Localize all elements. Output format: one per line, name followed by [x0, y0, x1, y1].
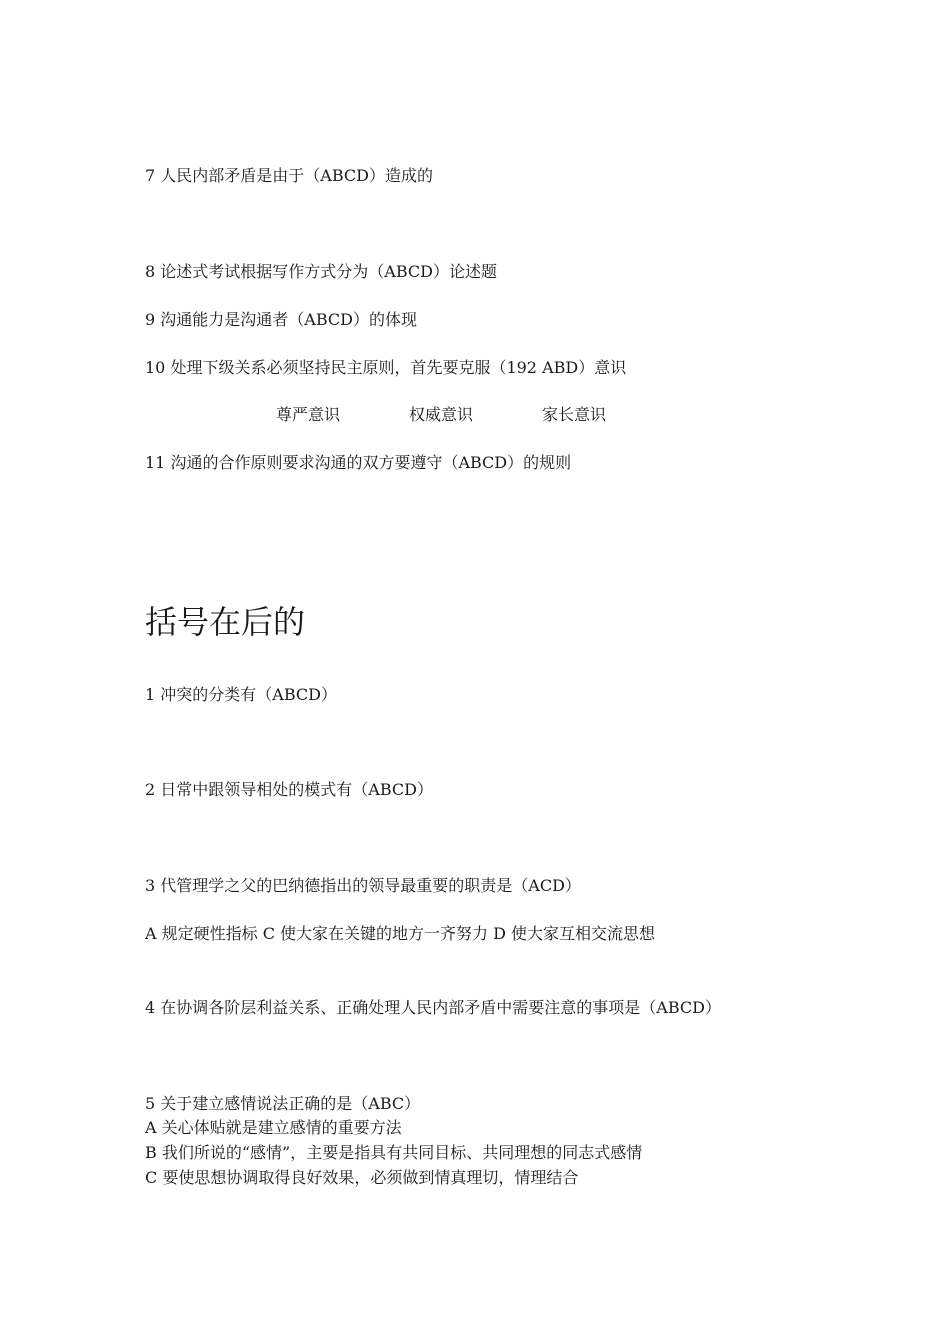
q10-option-1: 尊严意识	[276, 405, 341, 424]
question-11: 11 沟通的合作原则要求沟通的双方要遵守（ABCD）的规则	[145, 453, 572, 472]
question-b4: 4 在协调各阶层利益关系、正确处理人民内部矛盾中需要注意的事项是（ABCD）	[145, 998, 721, 1017]
question-b5: 5 关于建立感情说法正确的是（ABC）	[145, 1094, 421, 1113]
question-9: 9 沟通能力是沟通者（ABCD）的体现	[145, 310, 417, 329]
question-b5-option-a: A 关心体贴就是建立感情的重要方法	[145, 1118, 402, 1137]
question-8: 8 论述式考试根据写作方式分为（ABCD）论述题	[145, 262, 497, 281]
section-heading: 括号在后的	[145, 603, 306, 641]
q10-option-2: 权威意识	[409, 405, 474, 424]
question-b5-option-c: C 要使思想协调取得良好效果，必须做到情真理切，情理结合	[145, 1168, 579, 1187]
question-b1: 1 冲突的分类有（ABCD）	[145, 685, 337, 704]
question-10: 10 处理下级关系必须坚持民主原则，首先要克服（192 ABD）意识	[145, 358, 627, 377]
question-b3: 3 代管理学之父的巴纳德指出的领导最重要的职责是（ACD）	[145, 876, 581, 895]
question-b5-option-b: B 我们所说的“感情”，主要是指具有共同目标、共同理想的同志式感情	[145, 1143, 643, 1162]
question-b2: 2 日常中跟领导相处的模式有（ABCD）	[145, 780, 433, 799]
q10-option-3: 家长意识	[542, 405, 607, 424]
question-b3-options: A 规定硬性指标 C 使大家在关键的地方一齐努力 D 使大家互相交流思想	[145, 924, 656, 943]
question-7: 7 人民内部矛盾是由于（ABCD）造成的	[145, 166, 433, 185]
